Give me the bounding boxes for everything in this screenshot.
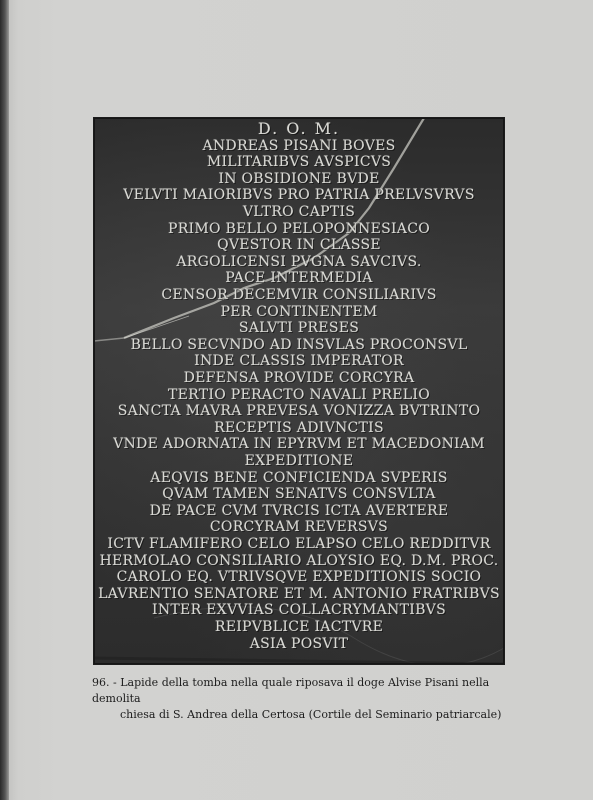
- tombstone-photograph: [94, 118, 504, 664]
- inscription-line: ANDREAS PISANI BOVES: [202, 137, 396, 154]
- binding-edge: [0, 0, 9, 800]
- inscription-line: IN OBSIDIONE BVDE: [218, 170, 380, 187]
- inscription-line: CORCYRAM REVERSVS: [209, 519, 389, 536]
- inscription-line: CENSOR DECEMVIR CONSILIARIVS: [161, 287, 437, 303]
- inscription-line: SALVTI PRESES: [238, 320, 360, 337]
- inscription-line: HERMOLAO CONSILIARIO ALOYSIO EQ. D.M. PROC.: [99, 552, 499, 569]
- caption-line-2: chiesa di S. Andrea della Certosa (Cortile del Seminario patriarcale): [120, 708, 502, 721]
- inscription-line: MILITARIBVS AVSPICVS: [206, 154, 392, 171]
- inscription-line: EXPEDITIONE: [244, 453, 354, 469]
- inscription-line: D. O. M.: [257, 119, 341, 138]
- inscription-line: PACE INTERMEDIA: [225, 270, 373, 287]
- inscription-line: LAVRENTIO SENATORE ET M. ANTONIO FRATRIBVS: [98, 585, 500, 602]
- inscription-line: VLTRO CAPTIS: [242, 204, 356, 220]
- caption-line-1: Lapide della tomba nella quale riposava il doge Alvise Pisani nella demolita: [92, 676, 490, 705]
- inscription-line: REIPVBLICE IACTVRE: [214, 619, 384, 635]
- inscription-line: SANCTA MAVRA PREVESA VONIZZA BVTRINTO: [117, 403, 481, 420]
- caption-number: 96. -: [92, 676, 117, 689]
- inscription-line: ICTV FLAMIFERO CELO ELAPSO CELO REDDITVR: [107, 536, 491, 552]
- inscription-line: TERTIO PERACTO NAVALI PRELIO: [167, 386, 430, 403]
- inscription-line: ASIA POSVIT: [249, 635, 349, 652]
- inscription-line: QVESTOR IN CLASSE: [217, 237, 381, 254]
- inscription-line: AEQVIS BENE CONFICIENDA SVPERIS: [150, 469, 448, 486]
- inscription-line: PRIMO BELLO PELOPONNESIACO: [167, 220, 431, 237]
- inscription-line: QVAM TAMEN SENATVS CONSVLTA: [162, 486, 436, 503]
- inscription-line: CAROLO EQ. VTRIVSQVE EXPEDITIONIS SOCIO: [116, 569, 482, 586]
- inscription-line: VELVTI MAIORIBVS PRO PATRIA PRELVSVRVS: [123, 187, 475, 204]
- inscription-line: INTER EXVVIAS COLLACRYMANTIBVS: [152, 602, 446, 619]
- inscription-line: DEFENSA PROVIDE CORCYRA: [183, 370, 415, 386]
- inscription-line: BELLO SECVNDO AD INSVLAS PROCONSVL: [130, 336, 468, 353]
- inscription-lines: [94, 118, 504, 664]
- inscription-line: RECEPTIS ADIVNCTIS: [214, 419, 384, 436]
- inscription-line: DE PACE CVM TVRCIS ICTA AVERTERE: [149, 502, 449, 519]
- inscription-line: INDE CLASSIS IMPERATOR: [194, 353, 404, 370]
- inscription-line: VNDE ADORNATA IN EPYRVM ET MACEDONIAM: [113, 436, 485, 453]
- inscription-line: PER CONTINENTEM: [220, 303, 378, 320]
- inscription-line: ARGOLICENSI PVGNA SAVCIVS.: [176, 253, 422, 270]
- figure-caption: [92, 675, 512, 723]
